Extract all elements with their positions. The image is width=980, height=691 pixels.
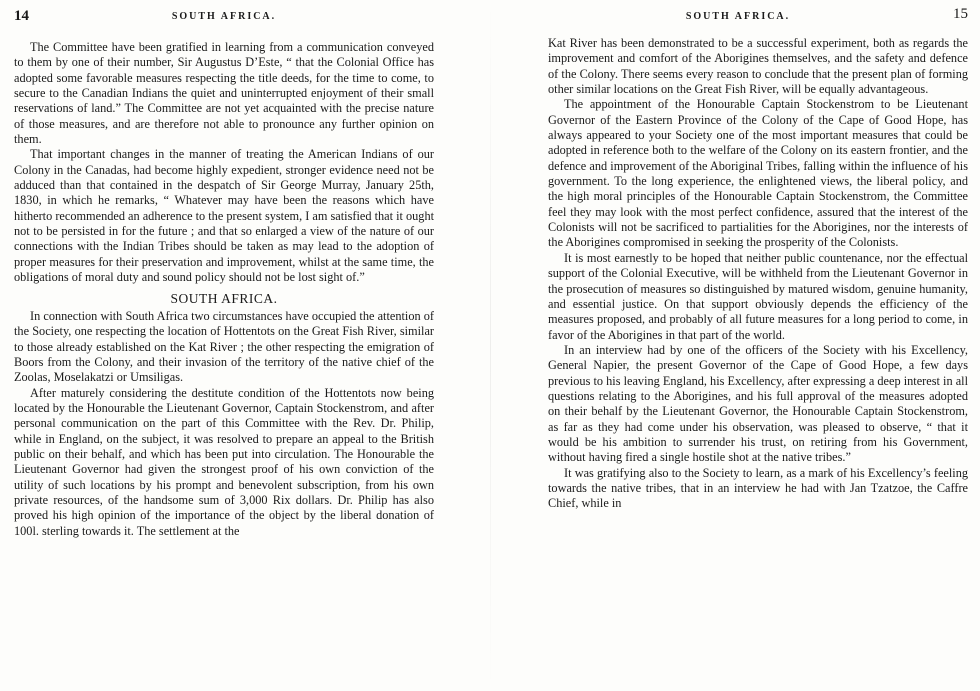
right-running-title: SOUTH AFRICA. <box>685 11 791 22</box>
paragraph: After maturely considering the destitute condition of the Hottentots now being located by the Honourable the Lieutenant Governor, Captain Stockenstrom, and after personal communication on the part of this Committee with the Rev. Dr. Philip, while in England, on the subject, it was resolved to prepare an appeal to the British public on their behalf, and which has been put into circulation. The Honourable the Lieutenant Governor had given the strongest proof of his own conviction of the utility of such locations by his prompt and benevolent subscription, from his own private resources, of the handsome sum of 3,000 Rix dollars. Dr. Philip has also proved his high opinion of the importance of the object by the liberal donation of 100l. sterling towards it. The settlement at the <box>14 385 434 538</box>
paragraph: It was gratifying also to the Society to learn, as a mark of his Excellency’s feeling towards the native tribes, that in an interview he had with Jan Tzatzoe, the Caffre Chief, while in <box>548 465 968 511</box>
left-running-title: SOUTH AFRICA. <box>171 11 277 22</box>
right-page <box>548 0 968 691</box>
paragraph: The Committee have been gratified in learning from a communication conveyed to them by one of their number, Sir Augustus D’Este, “ that the Colonial Office has adopted some favorable measures respecting the title deeds, for the time to come, to secure to the Canadian Indians the quiet and uninterrupted enjoyment of their small reservations of land.” The Committee are not yet acquainted with the precise nature of those measures, and are therefore not able to pronounce any further opinion on them. <box>14 40 434 147</box>
paragraph: In connection with South Africa two circumstances have occupied the attention of the Society, one respecting the location of Hottentots on the Great Fish River, similar to those already established on the Kat River ; the other respecting the emigration of Boors from the Colony, and their invasion of the territory of the native chief of the Zoolas, Moselakatzi or Umsiligas. <box>14 308 434 385</box>
right-running-head <box>548 8 968 28</box>
paragraph: In an interview had by one of the officers of the Society with his Excellency, General Napier, the present Governor of the Cape of Good Hope, a few days previous to his leaving England, his Excellency, after expressing a deep interest in all questions relating to the Aborigines, and his full approval of the measures adopted on their behalf by the Lieutenant Governor, the Honourable Captain Stockenstrom, as far as they had come under his observation, was pleased to observe, “ that it would be his ambition to surrender his trust, on retiring from his Government, without having fired a single hostile shot at the native tribes.” <box>548 342 968 465</box>
left-running-head <box>14 8 434 28</box>
book-gutter <box>490 0 491 691</box>
left-page <box>14 0 434 691</box>
right-body-text <box>548 36 968 512</box>
left-page-number: 14 <box>14 8 29 24</box>
section-heading-south-africa: SOUTH AFRICA. <box>170 290 278 306</box>
paragraph-continued: Kat River has been demonstrated to be a successful experiment, both as regards the improvement and comfort of the Aborigines themselves, and the safety and defence of the Colony. There seems every reason to conclude that the present plan of forming other similar locations on the Great Fish River, will be equally advantageous. <box>548 36 968 97</box>
right-page-number: 15 <box>953 6 968 22</box>
left-body-text <box>14 40 434 539</box>
paragraph: That important changes in the manner of treating the American Indians of our Colony in the Canadas, had become highly expedient, stronger evidence need not be adduced than that contained in the despatch of Sir George Murray, January 25th, 1830, in which he remarks, “ Whatever may have been the reasons which have hitherto recommended an adherence to the present system, I am satisfied that it ought not to be persisted in for the future ; and that so enlarged a view of the nature of our connections with the Indian Tribes should be taken as may lead to the adoption of proper measures for their preservation and improvement, whilst at the same time, the obligations of moral duty and sound policy should not be lost sight of.” <box>14 147 435 285</box>
paragraph: The appointment of the Honourable Captain Stockenstrom to be Lieutenant Governor of the Eastern Province of the Colony of the Cape of Good Hope, has always appeared to your Society one of the most important measures that could be adopted in reference both to the welfare of the Colony on its eastern frontier, and the defence and improvement of the Aboriginal Tribes, falling within the influence of his government. To the long experience, the enlightened views, the liberal policy, and the high moral principles of the Honourable Captain Stockenstrom, the Committee feel they may look with the most perfect confidence, assured that the interest of the Colonists will not be sacrificed to partialities for the Aborigines, nor the interests of the Aborigines compromised in seeking the prosperity of the Colonists. <box>548 97 968 250</box>
paragraph: It is most earnestly to be hoped that neither public countenance, nor the effectual support of the Colonial Executive, will be withheld from the Lieutenant Governor in the prosecution of measures so distinguished by matured wisdom, genuine humanity, and essential justice. On that support obviously depends the efficiency of the measures proposed, and probably of all future measures for a long period to come, in favor of the Aborigines in that part of the world. <box>548 250 968 342</box>
